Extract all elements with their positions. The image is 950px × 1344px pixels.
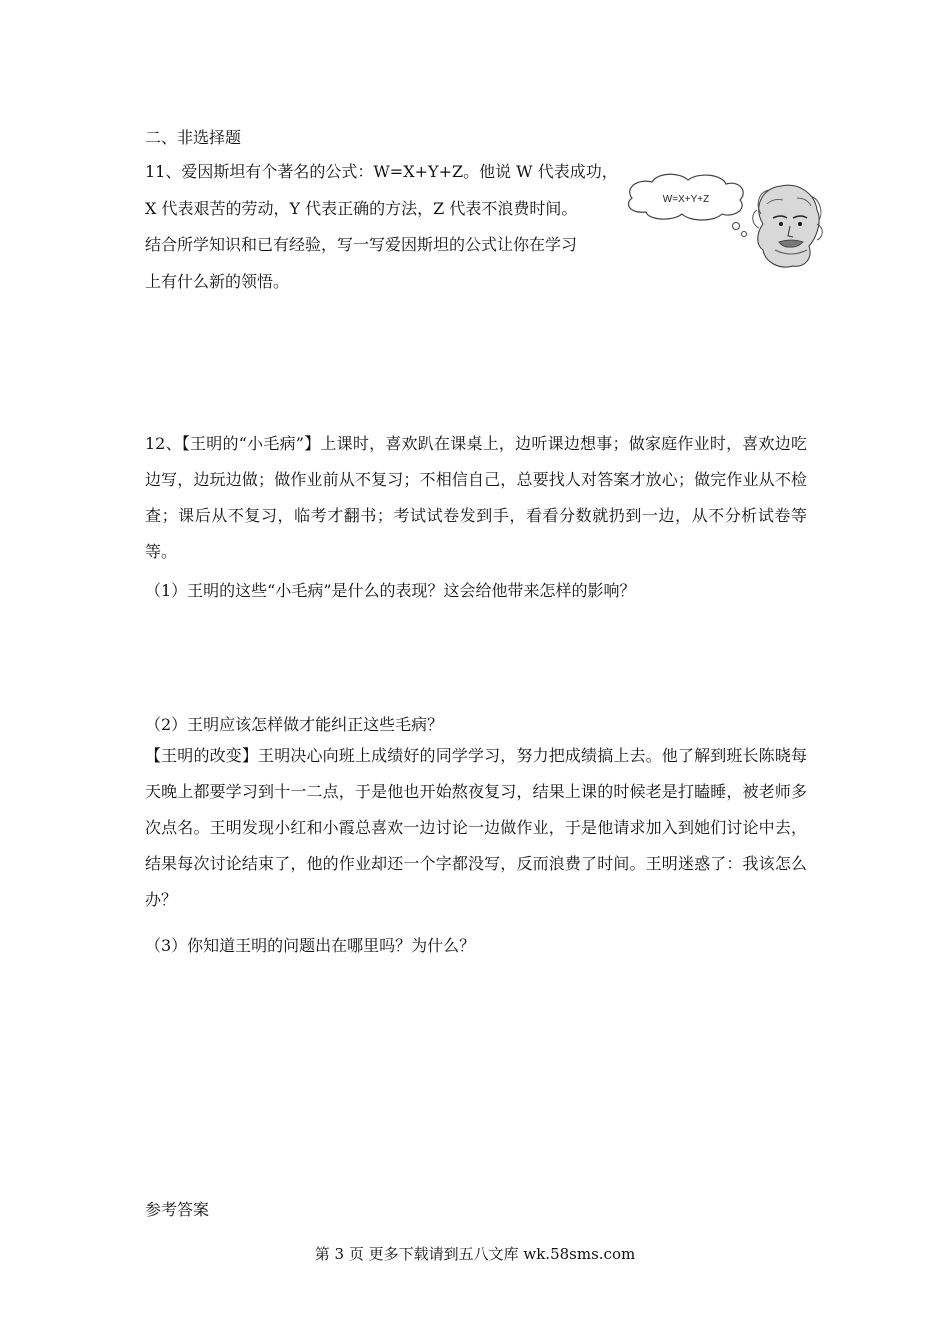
answers-title: 参考答案 bbox=[145, 1200, 210, 1219]
question-11-line-4: 上有什么新的领悟。 bbox=[145, 272, 290, 291]
question-12-paragraph: 12、【王明的“小毛病”】上课时，喜欢趴在课桌上，边听课边想事；做家庭作业时，喜欢边吃边写，边玩边做；做作业前从不复习；不相信自己，总要找人对答案才放心；做完作业从不检查；课后从不复习，临考才翻书；考试试卷发到手，看看分数就扔到一边，从不分析试卷等等。 bbox=[145, 434, 807, 561]
page-footer: 第 3 页 更多下载请到五八文库 wk.58sms.com bbox=[314, 1245, 636, 1263]
question-11-line-2: X 代表艰苦的劳动，Y 代表正确的方法，Z 代表不浪费时间。 bbox=[145, 199, 578, 218]
figure-formula-text: W=X+Y+Z bbox=[662, 194, 710, 205]
question-11-line-3: 结合所学知识和已有经验，写一写爱因斯坦的公式让你在学习 bbox=[145, 235, 578, 254]
question-12-sub-3: （3）你知道王明的问题出在哪里吗？为什么？ bbox=[145, 936, 476, 955]
question-12-change-paragraph: 【王明的改变】王明决心向班上成绩好的同学学习，努力把成绩搞上去。他了解到班长陈晓每天晚上都要学习到十一二点，于是他也开始熬夜复习，结果上课的时候老是打瞌睡，被老师多次点名。王明发现小红和小霞总喜欢一边讨论一边做作业，于是他请求加入到她们讨论中去，结果每次讨论结束了，他的作业却还一个字都没写，反而浪费了时间。王明迷惑了：我该怎么办？ bbox=[145, 746, 807, 909]
question-12-sub-2: （2）王明应该怎样做才能纠正这些毛病？ bbox=[145, 715, 444, 734]
question-12-sub-1: （1）王明的这些“小毛病”是什么的表现？这会给他带来怎样的影响？ bbox=[145, 581, 636, 600]
einstein-portrait bbox=[753, 185, 823, 267]
section-title: 二、非选择题 bbox=[145, 128, 242, 147]
einstein-thought-figure bbox=[618, 170, 828, 270]
question-11-line-1: 11、爱因斯坦有个著名的公式：W=X+Y+Z。他说 W 代表成功， bbox=[145, 162, 618, 181]
